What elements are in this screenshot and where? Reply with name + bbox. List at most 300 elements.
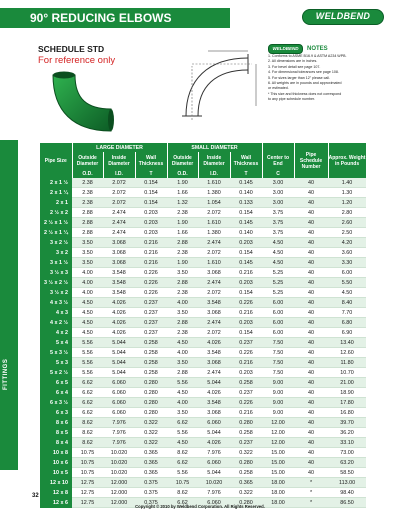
cell-large-id: 3.548	[103, 288, 135, 298]
cell-pipe-size: 5 x 3 ½	[40, 348, 72, 358]
cell-center-to-end: 4.50	[262, 238, 294, 248]
cell-weight: 4.20	[328, 238, 366, 248]
cell-schedule-number: 40	[294, 418, 328, 428]
cell-weight: 6.90	[328, 328, 366, 338]
cell-center-to-end: 18.00	[262, 478, 294, 488]
cell-large-wall: 0.154	[135, 198, 167, 208]
cell-small-od: 6.62	[167, 498, 198, 508]
cell-large-wall: 0.258	[135, 368, 167, 378]
cell-small-id: 3.068	[198, 308, 230, 318]
cell-pipe-size: 6 x 3	[40, 408, 72, 418]
table-row	[40, 468, 366, 478]
cell-weight: 33.10	[328, 438, 366, 448]
table-row	[40, 408, 366, 418]
cell-weight: 58.50	[328, 468, 366, 478]
cell-center-to-end: 18.00	[262, 498, 294, 508]
cell-pipe-size: 4 x 2 ½	[40, 318, 72, 328]
cell-small-id: 4.026	[198, 438, 230, 448]
cell-large-id: 3.068	[103, 238, 135, 248]
cell-small-od: 2.88	[167, 278, 198, 288]
cell-small-wall: 0.145	[230, 218, 262, 228]
cell-large-wall: 0.280	[135, 398, 167, 408]
cell-large-od: 5.56	[72, 348, 103, 358]
cell-pipe-size: 10 x 6	[40, 458, 72, 468]
unit-blank	[328, 170, 366, 178]
cell-center-to-end: 7.50	[262, 358, 294, 368]
cell-schedule-number: 40	[294, 318, 328, 328]
cell-small-od: 3.50	[167, 268, 198, 278]
table-row	[40, 348, 366, 358]
col-schedule: Pipe Schedule Number	[294, 152, 328, 170]
cell-pipe-size: 4 x 2	[40, 328, 72, 338]
cell-large-id: 2.474	[103, 208, 135, 218]
cell-large-od: 8.62	[72, 438, 103, 448]
cell-weight: 2.50	[328, 228, 366, 238]
col-weight: Approx. Weight in Pounds	[328, 152, 366, 170]
cell-small-od: 6.62	[167, 458, 198, 468]
cell-large-wall: 0.258	[135, 358, 167, 368]
cell-small-id: 3.068	[198, 408, 230, 418]
cell-pipe-size: 6 x 5	[40, 378, 72, 388]
cell-large-wall: 0.322	[135, 428, 167, 438]
title-bar	[0, 8, 230, 28]
cell-small-od: 8.62	[167, 448, 198, 458]
cell-pipe-size: 3 ½ x 3	[40, 268, 72, 278]
cell-large-od: 4.50	[72, 328, 103, 338]
table-row	[40, 288, 366, 298]
table-column-header	[40, 152, 366, 170]
cell-large-od: 4.50	[72, 298, 103, 308]
cell-center-to-end: 3.00	[262, 178, 294, 188]
unit-id: I.D.	[198, 170, 230, 178]
cell-schedule-number: 40	[294, 388, 328, 398]
cell-large-wall: 0.375	[135, 498, 167, 508]
cell-pipe-size: 5 x 4	[40, 338, 72, 348]
cell-small-od: 3.50	[167, 308, 198, 318]
cell-center-to-end: 6.00	[262, 298, 294, 308]
cell-schedule-number: 40	[294, 178, 328, 188]
cell-weight: 17.80	[328, 398, 366, 408]
cell-small-wall: 0.154	[230, 328, 262, 338]
cell-small-od: 2.88	[167, 318, 198, 328]
cell-large-id: 4.026	[103, 308, 135, 318]
cell-large-od: 2.38	[72, 178, 103, 188]
cell-schedule-number: 40	[294, 308, 328, 318]
cell-large-od: 5.56	[72, 368, 103, 378]
cell-small-wall: 0.203	[230, 238, 262, 248]
cell-small-id: 2.474	[198, 278, 230, 288]
cell-schedule-number: 40	[294, 408, 328, 418]
cell-center-to-end: 3.75	[262, 218, 294, 228]
cell-small-od: 4.50	[167, 388, 198, 398]
cell-weight: 4.50	[328, 288, 366, 298]
cell-large-wall: 0.216	[135, 248, 167, 258]
cell-center-to-end: 7.50	[262, 368, 294, 378]
cell-small-id: 3.548	[198, 298, 230, 308]
cell-large-id: 2.072	[103, 188, 135, 198]
page-number: 32	[32, 493, 39, 499]
cell-center-to-end: 12.00	[262, 418, 294, 428]
cell-large-wall: 0.203	[135, 218, 167, 228]
cell-center-to-end: 9.00	[262, 398, 294, 408]
cell-small-od: 4.00	[167, 298, 198, 308]
cell-center-to-end: 3.00	[262, 188, 294, 198]
cell-small-id: 6.060	[198, 498, 230, 508]
cell-weight: 3.30	[328, 258, 366, 268]
cell-pipe-size: 3 x 2 ½	[40, 238, 72, 248]
unit-od: O.D.	[72, 170, 103, 178]
cell-schedule-number: *	[294, 498, 328, 508]
cell-pipe-size: 5 x 2 ½	[40, 368, 72, 378]
cell-schedule-number: 40	[294, 448, 328, 458]
cell-large-wall: 0.322	[135, 418, 167, 428]
elbow-dimension-diagram	[178, 46, 262, 124]
cell-center-to-end: 6.00	[262, 318, 294, 328]
cell-schedule-number: 40	[294, 288, 328, 298]
cell-weight: 113.00	[328, 478, 366, 488]
note-line: 3. For bevel detail see page 107.	[268, 64, 321, 69]
cell-weight: 3.60	[328, 248, 366, 258]
notes-logo: WELDBEND	[268, 44, 303, 54]
cell-pipe-size: 6 x 4	[40, 388, 72, 398]
cell-center-to-end: 3.75	[262, 208, 294, 218]
copyright-footer: Copyright © 2010 by Weldbend Corporation. All Rights Reserved.	[135, 504, 265, 509]
table-row	[40, 208, 366, 218]
table-row	[40, 338, 366, 348]
cell-pipe-size: 3 ½ x 2	[40, 288, 72, 298]
cell-large-od: 12.75	[72, 478, 103, 488]
cell-small-wall: 0.226	[230, 398, 262, 408]
cell-large-id: 10.020	[103, 468, 135, 478]
cell-large-id: 6.060	[103, 408, 135, 418]
col-large-wall: Wall Thickness	[135, 152, 167, 170]
cell-small-od: 4.50	[167, 338, 198, 348]
cell-pipe-size: 12 x 8	[40, 488, 72, 498]
cell-small-wall: 0.133	[230, 198, 262, 208]
table-row	[40, 258, 366, 268]
cell-pipe-size: 2 x 1 ¼	[40, 188, 72, 198]
cell-center-to-end: 15.00	[262, 468, 294, 478]
cell-small-id: 3.548	[198, 398, 230, 408]
cell-schedule-number: 40	[294, 248, 328, 258]
cell-schedule-number: 40	[294, 438, 328, 448]
unit-od: O.D.	[167, 170, 198, 178]
cell-small-id: 3.068	[198, 358, 230, 368]
cell-large-od: 2.88	[72, 218, 103, 228]
cell-weight: 18.90	[328, 388, 366, 398]
col-small-wall: Wall Thickness	[230, 152, 262, 170]
cell-small-wall: 0.154	[230, 288, 262, 298]
cell-large-id: 2.474	[103, 218, 135, 228]
cell-pipe-size: 2 ½ x 2	[40, 208, 72, 218]
cell-large-od: 2.38	[72, 188, 103, 198]
cell-large-id: 6.060	[103, 378, 135, 388]
cell-weight: 39.70	[328, 418, 366, 428]
notes-title: NOTES	[307, 46, 328, 52]
schedule-label: SCHEDULE STD	[38, 44, 105, 54]
note-line: * This size and thickness does not correspond	[268, 91, 342, 96]
cell-pipe-size: 4 x 3 ½	[40, 298, 72, 308]
cell-small-wall: 0.322	[230, 488, 262, 498]
cell-center-to-end: 4.50	[262, 258, 294, 268]
cell-small-wall: 0.216	[230, 308, 262, 318]
cell-small-wall: 0.280	[230, 418, 262, 428]
cell-center-to-end: 3.75	[262, 228, 294, 238]
cell-small-id: 7.976	[198, 448, 230, 458]
cell-small-od: 5.56	[167, 428, 198, 438]
table-row	[40, 298, 366, 308]
cell-schedule-number: 40	[294, 328, 328, 338]
blank-group-cell	[262, 143, 294, 152]
blank-group-cell	[40, 143, 72, 152]
cell-large-wall: 0.237	[135, 318, 167, 328]
blank-group-cell	[328, 143, 366, 152]
cell-pipe-size: 4 x 3	[40, 308, 72, 318]
cell-large-od: 3.50	[72, 238, 103, 248]
cell-pipe-size: 8 x 4	[40, 438, 72, 448]
table-row	[40, 418, 366, 428]
cell-large-wall: 0.226	[135, 268, 167, 278]
cell-schedule-number: 40	[294, 368, 328, 378]
cell-small-od: 5.56	[167, 378, 198, 388]
cell-pipe-size: 2 x 1 ½	[40, 178, 72, 188]
cell-small-id: 2.072	[198, 288, 230, 298]
cell-small-wall: 0.258	[230, 468, 262, 478]
table-row	[40, 478, 366, 488]
dimensions-table	[40, 143, 367, 508]
cell-weight: 12.60	[328, 348, 366, 358]
cell-large-id: 3.548	[103, 268, 135, 278]
cell-center-to-end: 15.00	[262, 448, 294, 458]
cell-large-id: 5.044	[103, 348, 135, 358]
table-row	[40, 308, 366, 318]
cell-center-to-end: 12.00	[262, 438, 294, 448]
cell-small-wall: 0.280	[230, 498, 262, 508]
cell-small-od: 4.50	[167, 438, 198, 448]
unit-t: T	[135, 170, 167, 178]
cell-large-od: 4.00	[72, 268, 103, 278]
section-label: FITTINGS	[3, 358, 9, 390]
cell-pipe-size: 3 x 1 ½	[40, 258, 72, 268]
table-row	[40, 328, 366, 338]
cell-large-wall: 0.154	[135, 178, 167, 188]
cell-large-wall: 0.375	[135, 488, 167, 498]
cell-large-id: 7.976	[103, 428, 135, 438]
table-row	[40, 448, 366, 458]
cell-weight: 5.50	[328, 278, 366, 288]
table-row	[40, 458, 366, 468]
cell-schedule-number: 40	[294, 398, 328, 408]
note-line: 2. All dimensions are in inches.	[268, 59, 318, 64]
cell-pipe-size: 2 x 1	[40, 198, 72, 208]
cell-weight: 86.50	[328, 498, 366, 508]
cell-large-id: 12.000	[103, 498, 135, 508]
cell-large-od: 10.75	[72, 468, 103, 478]
cell-small-wall: 0.203	[230, 368, 262, 378]
cell-large-wall: 0.226	[135, 288, 167, 298]
cell-large-wall: 0.375	[135, 478, 167, 488]
cell-large-id: 6.060	[103, 388, 135, 398]
cell-small-id: 4.026	[198, 388, 230, 398]
cell-large-od: 2.38	[72, 198, 103, 208]
table-row	[40, 218, 366, 228]
cell-small-od: 1.90	[167, 178, 198, 188]
weldbend-logo: WELDBEND	[302, 9, 384, 25]
cell-small-wall: 0.226	[230, 348, 262, 358]
cell-pipe-size: 10 x 5	[40, 468, 72, 478]
table-row	[40, 398, 366, 408]
cell-large-id: 10.020	[103, 448, 135, 458]
note-line: 4. For dimensional tolerances see page 108.	[268, 70, 339, 75]
cell-center-to-end: 6.00	[262, 328, 294, 338]
col-small-od: Outside Diameter	[167, 152, 198, 170]
cell-small-id: 1.380	[198, 188, 230, 198]
table-row	[40, 278, 366, 288]
cell-large-id: 7.976	[103, 418, 135, 428]
cell-small-id: 5.044	[198, 468, 230, 478]
cell-large-od: 5.56	[72, 338, 103, 348]
cell-small-od: 2.38	[167, 328, 198, 338]
cell-weight: 2.80	[328, 208, 366, 218]
cell-pipe-size: 2 ½ x 1 ½	[40, 218, 72, 228]
cell-large-id: 10.020	[103, 458, 135, 468]
table-row	[40, 248, 366, 258]
cell-small-wall: 0.237	[230, 438, 262, 448]
cell-large-id: 6.060	[103, 398, 135, 408]
cell-small-od: 2.38	[167, 288, 198, 298]
cell-large-od: 10.75	[72, 458, 103, 468]
cell-schedule-number: 40	[294, 298, 328, 308]
cell-center-to-end: 9.00	[262, 378, 294, 388]
note-line: to any pipe schedule number.	[268, 97, 315, 102]
cell-large-od: 3.50	[72, 258, 103, 268]
cell-weight: 6.80	[328, 318, 366, 328]
cell-large-wall: 0.280	[135, 378, 167, 388]
cell-small-wall: 0.237	[230, 338, 262, 348]
cell-schedule-number: 40	[294, 348, 328, 358]
col-large-id: Inside Diameter	[103, 152, 135, 170]
cell-large-wall: 0.237	[135, 308, 167, 318]
cell-large-od: 6.62	[72, 388, 103, 398]
notes-panel	[268, 44, 393, 103]
cell-small-id: 6.060	[198, 458, 230, 468]
cell-small-wall: 0.226	[230, 298, 262, 308]
cell-pipe-size: 6 x 3 ½	[40, 398, 72, 408]
unit-c: C	[262, 170, 294, 178]
cell-large-id: 2.474	[103, 228, 135, 238]
cell-large-wall: 0.237	[135, 298, 167, 308]
cell-schedule-number: 40	[294, 338, 328, 348]
table-body	[40, 178, 366, 508]
cell-small-id: 1.380	[198, 228, 230, 238]
cell-small-id: 2.072	[198, 208, 230, 218]
cell-pipe-size: 3 ½ x 2 ½	[40, 278, 72, 288]
cell-small-od: 3.50	[167, 358, 198, 368]
cell-center-to-end: 5.25	[262, 278, 294, 288]
cell-large-id: 12.000	[103, 478, 135, 488]
cell-center-to-end: 9.00	[262, 388, 294, 398]
col-center-to-end: Center to End	[262, 152, 294, 170]
cell-weight: 1.40	[328, 178, 366, 188]
cell-small-id: 10.020	[198, 478, 230, 488]
cell-weight: 8.40	[328, 298, 366, 308]
cell-large-od: 3.50	[72, 248, 103, 258]
table-row	[40, 188, 366, 198]
cell-small-od: 8.62	[167, 488, 198, 498]
cell-small-id: 1.610	[198, 258, 230, 268]
section-side-band	[0, 140, 18, 470]
cell-large-od: 4.00	[72, 278, 103, 288]
cell-large-wall: 0.365	[135, 458, 167, 468]
cell-small-wall: 0.216	[230, 408, 262, 418]
cell-center-to-end: 4.50	[262, 248, 294, 258]
small-diameter-group: SMALL DIAMETER	[167, 143, 262, 152]
cell-small-wall: 0.140	[230, 228, 262, 238]
cell-weight: 73.00	[328, 448, 366, 458]
cell-small-od: 2.38	[167, 248, 198, 258]
cell-large-od: 12.75	[72, 498, 103, 508]
cell-small-id: 6.060	[198, 418, 230, 428]
cell-pipe-size: 2 ½ x 1 ¼	[40, 228, 72, 238]
cell-small-od: 1.66	[167, 228, 198, 238]
cell-large-id: 4.026	[103, 328, 135, 338]
cell-schedule-number: *	[294, 478, 328, 488]
cell-pipe-size: 8 x 6	[40, 418, 72, 428]
cell-center-to-end: 18.00	[262, 488, 294, 498]
col-large-od: Outside Diameter	[72, 152, 103, 170]
cell-small-od: 6.62	[167, 418, 198, 428]
cell-large-wall: 0.365	[135, 448, 167, 458]
cell-large-wall: 0.280	[135, 408, 167, 418]
cell-small-id: 5.044	[198, 378, 230, 388]
cell-schedule-number: 40	[294, 468, 328, 478]
cell-large-wall: 0.226	[135, 278, 167, 288]
cell-large-od: 8.62	[72, 418, 103, 428]
cell-small-wall: 0.258	[230, 428, 262, 438]
table-row	[40, 318, 366, 328]
unit-blank	[294, 170, 328, 178]
cell-small-wall: 0.145	[230, 258, 262, 268]
cell-large-od: 8.62	[72, 428, 103, 438]
cell-schedule-number: *	[294, 488, 328, 498]
table-row	[40, 358, 366, 368]
cell-small-wall: 0.365	[230, 478, 262, 488]
cell-schedule-number: 40	[294, 458, 328, 468]
cell-schedule-number: 40	[294, 268, 328, 278]
cell-large-id: 7.976	[103, 438, 135, 448]
cell-large-id: 2.072	[103, 198, 135, 208]
note-line: 1. Conforms to ASME B16.9 & ASTM A234 WPB.	[268, 54, 347, 58]
cell-weight: 1.20	[328, 198, 366, 208]
cell-large-wall: 0.258	[135, 338, 167, 348]
table-row	[40, 428, 366, 438]
cell-small-wall: 0.140	[230, 188, 262, 198]
blank-group-cell	[294, 143, 328, 152]
cell-center-to-end: 7.50	[262, 348, 294, 358]
cell-center-to-end: 12.00	[262, 428, 294, 438]
cell-large-od: 5.56	[72, 358, 103, 368]
cell-weight: 1.30	[328, 188, 366, 198]
cell-small-wall: 0.145	[230, 178, 262, 188]
table-row	[40, 228, 366, 238]
cell-small-od: 4.00	[167, 348, 198, 358]
unit-id: I.D.	[103, 170, 135, 178]
cell-large-od: 12.75	[72, 488, 103, 498]
cell-large-od: 6.62	[72, 378, 103, 388]
table-row	[40, 178, 366, 188]
cell-large-od: 4.50	[72, 308, 103, 318]
cell-small-id: 2.474	[198, 368, 230, 378]
